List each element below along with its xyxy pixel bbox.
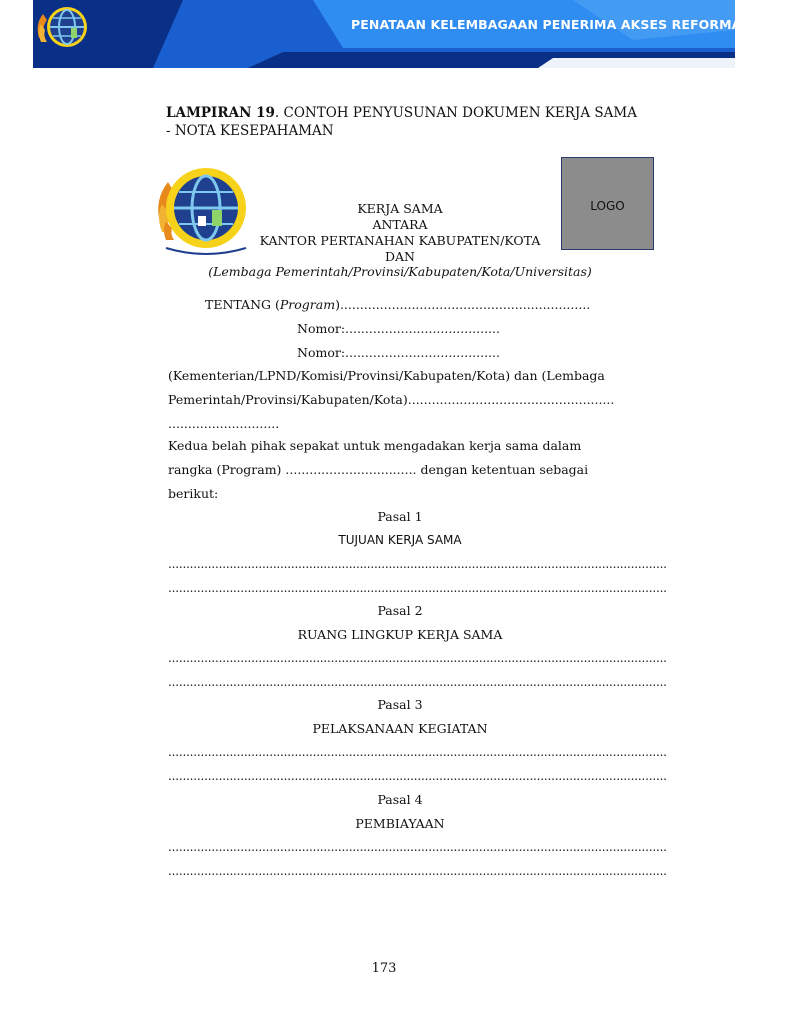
- tentang-suffix: )...............................................................: [335, 297, 591, 312]
- fill-line: ..........................................................................................................................................: [168, 581, 667, 595]
- para1-line1: (Kementerian/LPND/Komisi/Provinsi/Kabupaten/Kota) dan (Lembaga: [168, 368, 605, 383]
- pasal-number: Pasal 2: [377, 603, 423, 618]
- nomor-line-2: Nomor:.......................................: [297, 345, 500, 360]
- para1-line2: Pemerintah/Provinsi/Kabupaten/Kota)....................................................: [168, 392, 615, 407]
- title-antara: ANTARA: [372, 217, 428, 232]
- title-dan: DAN: [385, 249, 415, 264]
- pasal-number: Pasal 4: [377, 792, 423, 807]
- page-heading: [166, 104, 646, 140]
- title-kantor: KANTOR PERTANAHAN KABUPATEN/KOTA: [259, 233, 541, 248]
- heading-line1: . CONTOH PENYUSUNAN DOKUMEN KERJA SAMA: [274, 105, 637, 121]
- para1-line3: ............................: [168, 416, 280, 431]
- pasal-number: Pasal 1: [377, 509, 423, 524]
- heading-line2: - NOTA KESEPAHAMAN: [166, 123, 334, 139]
- tentang-line: [205, 297, 590, 312]
- tentang-program: Program: [279, 297, 336, 312]
- banner-title: PENATAAN KELEMBAGAAN PENERIMA AKSES REFORMA AGRARIA: [351, 17, 810, 32]
- tentang-prefix: TENTANG (: [205, 297, 280, 312]
- banner-background: [33, 0, 735, 68]
- bpn-logo-small: [33, 0, 95, 54]
- pasal-title: PEMBIAYAAN: [355, 816, 445, 831]
- fill-line: ..........................................................................................................................................: [168, 840, 667, 854]
- fill-line: ..........................................................................................................................................: [168, 675, 667, 689]
- pasal-title: PELAKSANAAN KEGIATAN: [312, 721, 488, 736]
- title-kerja-sama: KERJA SAMA: [357, 201, 443, 216]
- nomor-line-1: Nomor:.......................................: [297, 321, 500, 336]
- pasal-number: Pasal 3: [377, 697, 423, 712]
- page-number: 173: [371, 961, 397, 976]
- para2-line3: berikut:: [168, 486, 219, 501]
- header-banner: [33, 0, 810, 68]
- para2-line1: Kedua belah pihak sepakat untuk mengadakan kerja sama dalam: [168, 438, 582, 453]
- fill-line: ..........................................................................................................................................: [168, 745, 667, 759]
- pasal-title: RUANG LINGKUP KERJA SAMA: [297, 627, 503, 642]
- fill-line: ..........................................................................................................................................: [168, 651, 667, 665]
- logo-placeholder-label: LOGO: [590, 199, 625, 213]
- para2-line2: rangka (Program) ................................. dengan ketentuan sebagai: [168, 462, 589, 477]
- fill-line: ..........................................................................................................................................: [168, 864, 667, 878]
- pasal-title: TUJUAN KERJA SAMA: [338, 533, 462, 547]
- heading-lampiran: LAMPIRAN 19: [166, 105, 275, 121]
- fill-line: ..........................................................................................................................................: [168, 557, 667, 571]
- fill-line: ..........................................................................................................................................: [168, 769, 667, 783]
- title-lembaga: (Lembaga Pemerintah/Provinsi/Kabupaten/Kota/Universitas): [208, 264, 592, 279]
